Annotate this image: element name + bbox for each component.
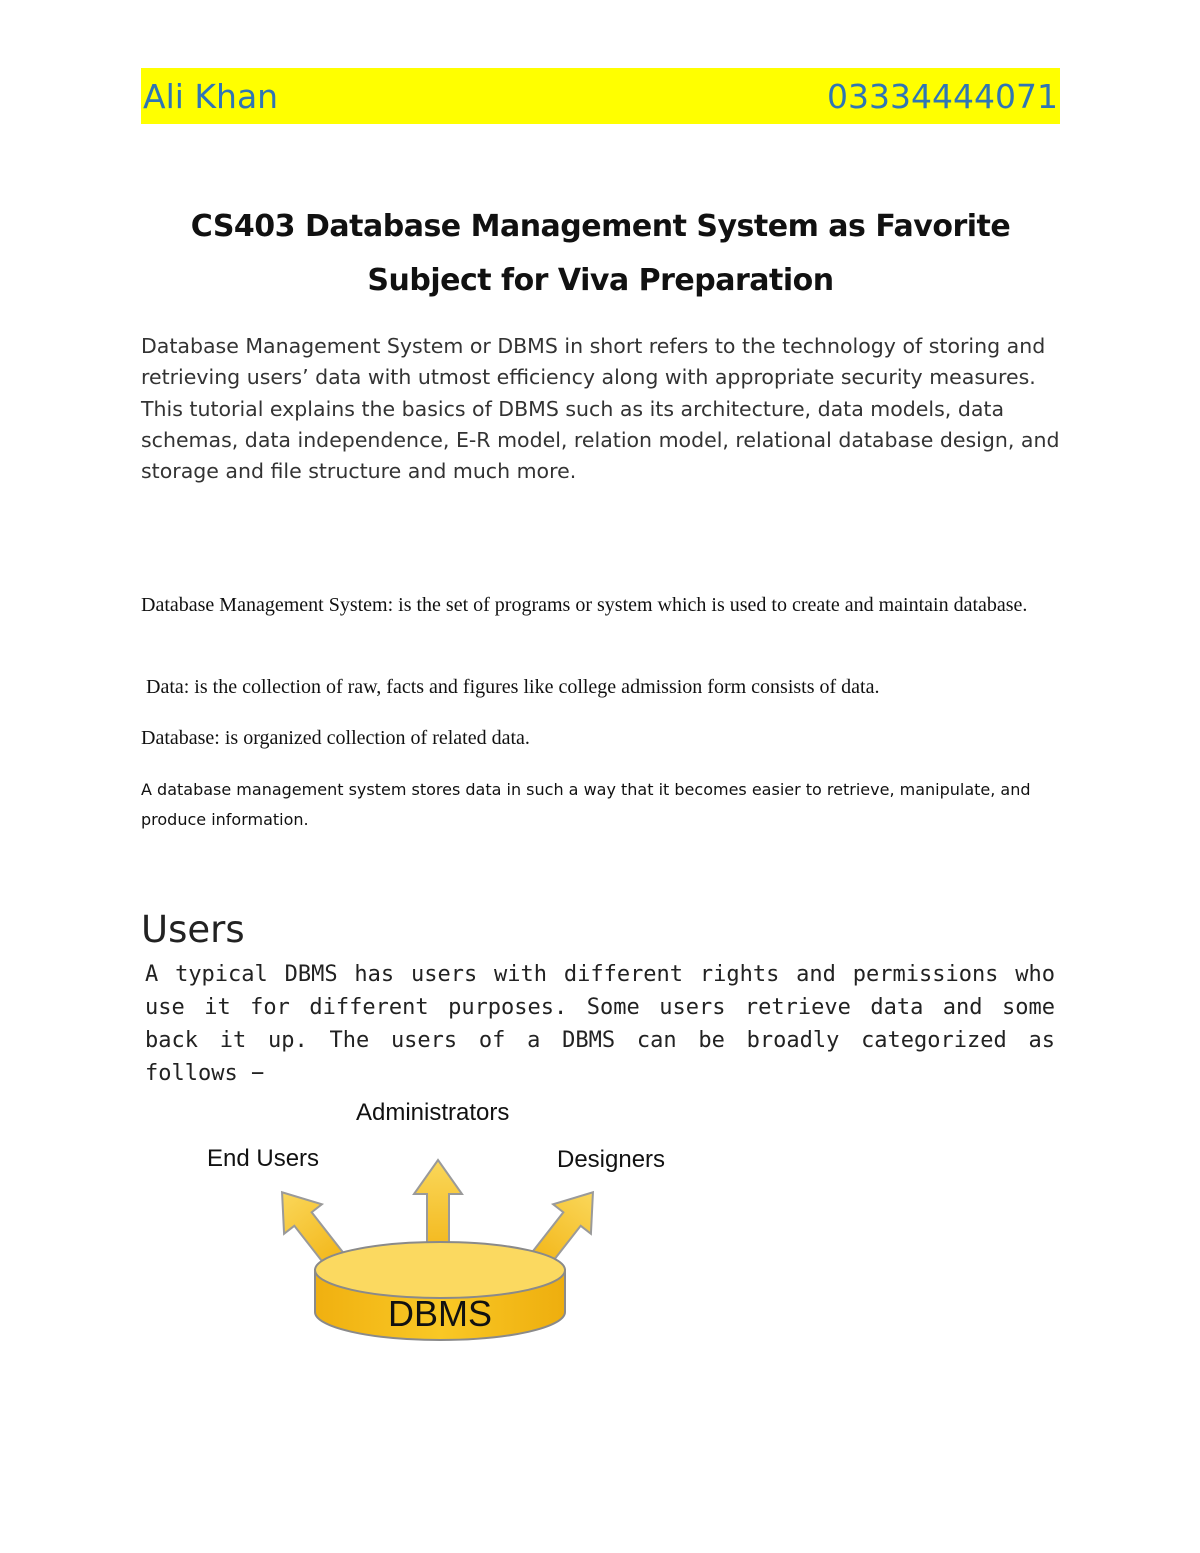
title-line-1: CS403 Database Management System as Favorite <box>190 209 1011 244</box>
dbms-cylinder-icon <box>315 1242 565 1340</box>
document-title <box>141 200 1060 308</box>
dbms-diagram-graphic <box>195 1090 695 1350</box>
definition-data: Data: is the collection of raw, facts and figures like college admission form consists of data. <box>146 676 880 698</box>
dbms-users-diagram <box>195 1090 695 1350</box>
title-line-2: Subject for Viva Preparation <box>367 263 834 298</box>
author-name: Ali Khan <box>143 76 279 116</box>
header-band <box>141 68 1060 124</box>
label-administrators: Administrators <box>356 1099 510 1126</box>
author-phone: 03334444071 <box>827 76 1058 116</box>
definition-database: Database: is organized collection of related data. <box>141 727 530 749</box>
intro-paragraph: Database Management System or DBMS in short refers to the technology of storing and retrieving users’ data with utmost efficiency along with appropriate security measures. This tutorial explains the basics of DBMS such as its architecture, data models, data schemas, data independence, E-R model, relation model, relational database design, and storage and file structure and much more. <box>141 334 1060 484</box>
users-paragraph: A typical DBMS has users with different rights and permissions who use it for different purposes. Some users retrieve data and some back it up. The users of a DBMS can be broadly categorized as follows − <box>145 962 1055 1086</box>
users-heading: Users <box>141 908 245 951</box>
label-end-users: End Users <box>207 1145 320 1172</box>
dbms-center-label: DBMS <box>387 1293 493 1334</box>
definition-dbms: Database Management System: is the set of programs or system which is used to create and maintain database. <box>141 594 1028 616</box>
dbms-note-paragraph: A database management system stores data in such a way that it becomes easier to retrieve, manipulate, and produce information. <box>141 780 1031 829</box>
label-designers: Designers <box>557 1146 666 1173</box>
administrators-arrow-icon <box>414 1160 462 1252</box>
